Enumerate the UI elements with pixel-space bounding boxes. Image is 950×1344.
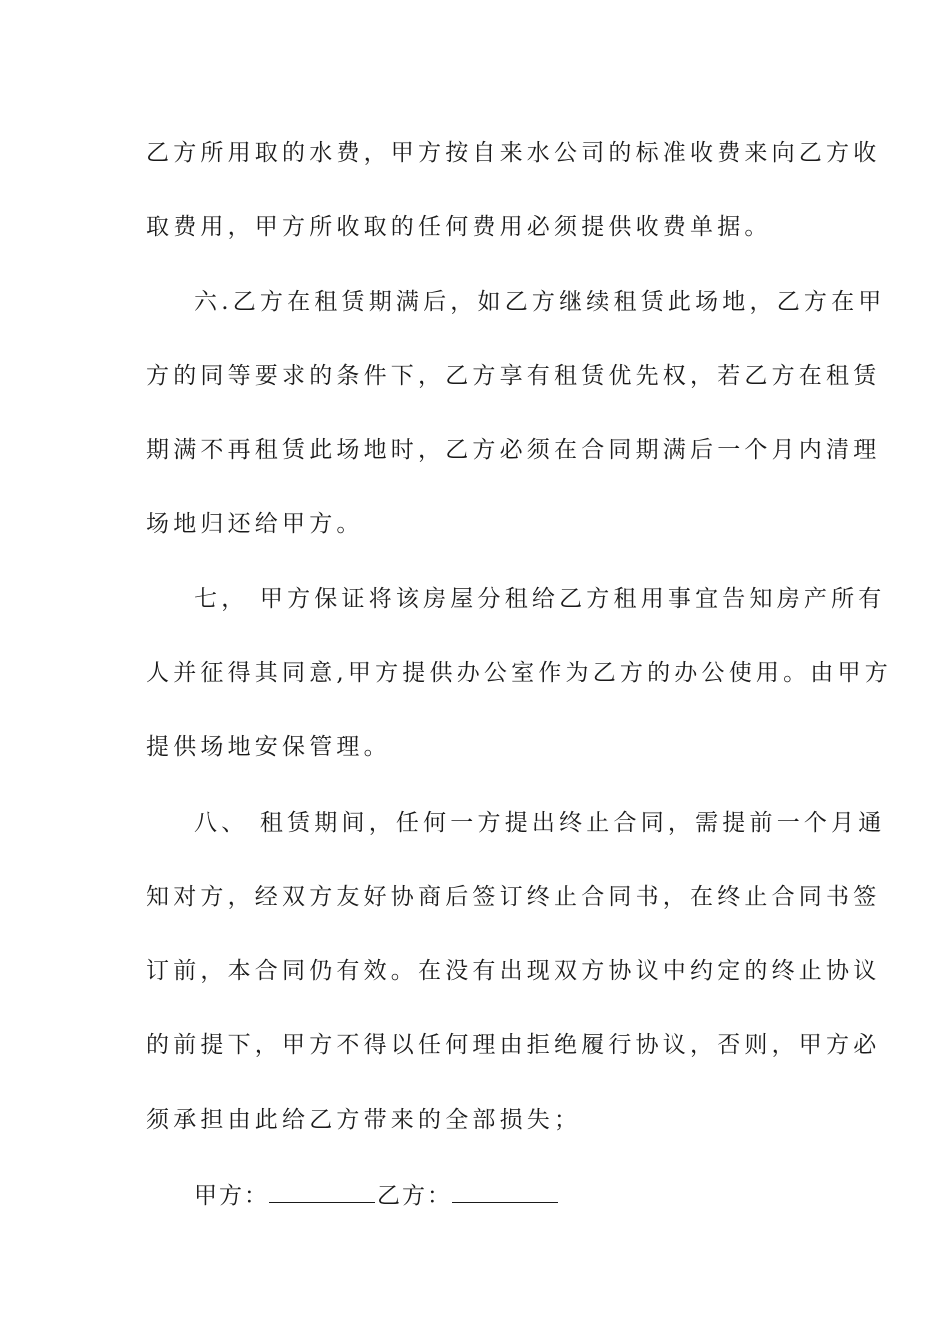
party-a-label: 甲方：: [194, 1183, 269, 1209]
text-line: 方的同等要求的条件下，乙方享有租赁优先权，若乙方在租赁: [146, 363, 881, 389]
party-a-blank[interactable]: [269, 1180, 375, 1203]
text-line: 订前，本合同仍有效。在没有出现双方协议中约定的终止协议: [146, 958, 881, 984]
clause-7-line: 七， 甲方保证将该房屋分租给乙方租用事宜告知房产所有: [194, 586, 886, 612]
party-b-blank[interactable]: [452, 1180, 558, 1203]
party-b-label: 乙方：: [377, 1183, 452, 1209]
text-line: 知对方，经双方友好协商后签订终止合同书，在终止合同书签: [146, 884, 881, 910]
text-line: 人并征得其同意,甲方提供办公室作为乙方的办公使用。由甲方: [146, 660, 892, 686]
signature-line: [194, 1180, 560, 1211]
text-line: 提供场地安保管理。: [146, 734, 391, 760]
clause-6-line: 六.乙方在租赁期满后，如乙方继续租赁此场地，乙方在甲: [194, 289, 886, 315]
text-line: 乙方所用取的水费，甲方按自来水公司的标准收费来向乙方收: [146, 140, 881, 166]
clause-8-line: 八、 租赁期间，任何一方提出终止合同，需提前一个月通: [194, 810, 886, 836]
text-line: 的前提下，甲方不得以任何理由拒绝履行协议，否则，甲方必: [146, 1032, 881, 1058]
text-line: 场地归还给甲方。: [146, 511, 364, 537]
text-line: 取费用，甲方所收取的任何费用必须提供收费单据。: [146, 214, 772, 240]
text-line: 期满不再租赁此场地时，乙方必须在合同期满后一个月内清理: [146, 437, 881, 463]
text-line: 须承担由此给乙方带来的全部损失；: [146, 1107, 582, 1133]
